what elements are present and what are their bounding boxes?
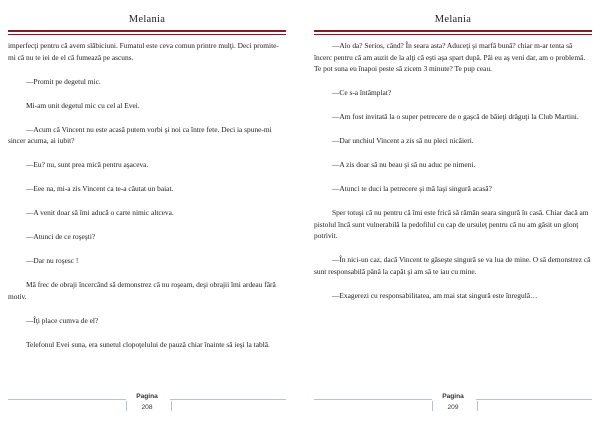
paragraph: —Acum că Vincent nu este acasă putem vorbi şi noi ca între fete. Deci ia spune-mi sincer acuma, ai iubit? xyxy=(8,124,272,146)
paragraph: —Am fost invitată la o super petrecere de o gaşcă de băieţi drăguţi la Club Martini. xyxy=(332,112,579,122)
header-rule-thick xyxy=(8,30,286,32)
paragraph: —Eee na, mi-a zis Vincent ca te-a căutat un baiat. xyxy=(26,184,174,194)
paragraph: —Atunci te duci la petrecere şi mă laşi singură acasă? xyxy=(332,184,492,194)
paragraph: —În nici-un caz, dacă Vincent te găseşte singură se va lua de mine. O să demonstrez că sunt responsabilă până la capăt şi am să te iau cu mine. xyxy=(314,255,591,276)
paragraph: —Dar nu roşesc ! xyxy=(26,256,79,266)
footer-label: Pagina xyxy=(136,393,158,400)
running-header: Melania xyxy=(128,14,166,25)
paragraph: Sper totuşi că nu pentru că îmi este frică să rămân seara singură în casă. Chiar dacă am pistolul încă sunt vulnerabilă la pedofilul cu cap de ursuleţ pentru că nu am găsit un glonţ potrivit. xyxy=(314,208,589,241)
page-body xyxy=(314,40,592,314)
paragraph: —Dar unchiul Vincent a zis să nu pleci nicăieri. xyxy=(332,136,474,146)
header-rule-thin xyxy=(8,34,286,35)
paragraph: —Eu? nu, sunt prea mică pentru aşaceva. xyxy=(26,160,149,170)
paragraph: —Îţi place cumva de el? xyxy=(26,315,99,325)
page-number: 209 xyxy=(447,404,459,411)
header-rule-thick xyxy=(314,30,592,32)
page-footer xyxy=(314,390,592,420)
paragraph: imperfecţi pentru că avem slăbiciuni. Fumatul este ceva comun printre mulţi. Deci promite-mi că nu te iei de el că fumează pe ascuns. xyxy=(8,41,279,62)
paragraph: —A venit doar să îmi aducă o carte nimic altceva. xyxy=(26,208,174,218)
right-page xyxy=(314,0,592,425)
paragraph: Telefonul Evei suna, era sunetul clopoţelului de pauză chiar înainte să ieşi la tablă. xyxy=(26,339,270,349)
page-footer xyxy=(8,390,286,420)
footer-label: Pagina xyxy=(442,393,464,400)
header-rule-thin xyxy=(314,34,592,35)
left-page xyxy=(8,0,286,425)
paragraph: Mi-am unit degetul mic cu cel al Evei. xyxy=(26,100,140,110)
page-number: 208 xyxy=(141,404,153,411)
paragraph: —Ce s-a întâmplat? xyxy=(332,88,392,98)
paragraph: —Exagerezi cu responsabilitatea, am mai stat singură este înregulă… xyxy=(332,290,538,300)
paragraph: Mă frec de obraji încercând să demonstrez că nu roşeam, deşi obrajii îmi ardeau fără motiv. xyxy=(8,280,276,301)
running-header: Melania xyxy=(434,14,472,25)
paragraph: —Atunci de ce roşeşti? xyxy=(26,232,96,242)
paragraph: —A zis doar să nu beau şi să nu aduc pe nimeni. xyxy=(332,160,476,170)
paragraph: —Promit pe degetul mic. xyxy=(26,76,101,86)
paragraph: —Alo da? Serios, când? În seara asta? Aduceţi şi marfă bună? chiar m-ar tenta să încerc pentru că am auzit de la alţi că eşti aşa spart după. Păi eu aş veni dar, am o problemă. Te pot suna eu înapoi peste să zicem 3 minute? Te pup ceau. xyxy=(314,41,586,74)
page-body xyxy=(8,40,286,363)
